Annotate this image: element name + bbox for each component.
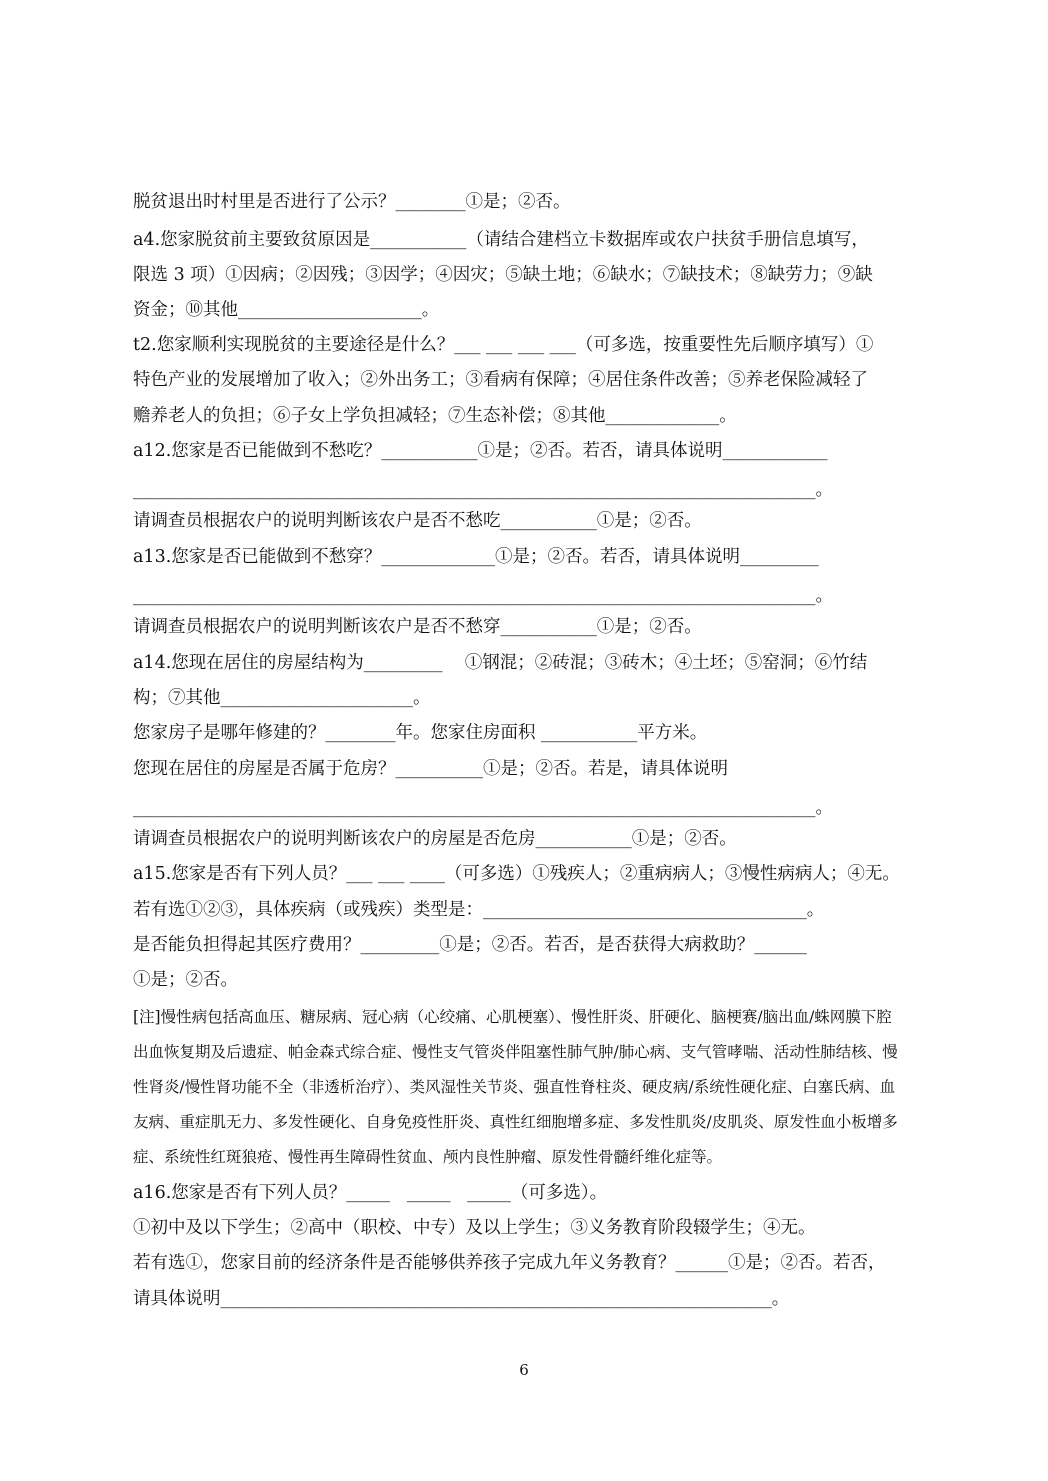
text-line: 您现在居住的房屋是否属于危房？__________①是；②否。若是，请具体说明 [133,759,728,779]
text-line: ______________________________________________________________________________。 [133,798,833,818]
text-line: ①是；②否。 [133,970,238,990]
text-line: 请调查员根据农户的说明判断该农户是否不愁吃___________①是；②否。 [133,511,702,531]
text-line: a12.您家是否已能做到不愁吃？___________①是；②否。若否，请具体说明____________ [133,441,828,461]
text-line: a14.您现在居住的房屋结构为_________ ①钢混；②砖混；③砖木；④土坯；⑤窑洞；⑥竹结 [133,653,868,673]
text-line: ______________________________________________________________________________。 [133,480,833,500]
note-line: 性肾炎/慢性肾功能不全（非透析治疗）、类风湿性关节炎、强直性脊柱炎、硬皮病/系统性硬化症、白塞氏病、血 [133,1078,896,1096]
text-line: 若有选①②③，具体疾病（或残疾）类型是：_____________________________________。 [133,900,825,920]
text-line: t2.您家顺利实现脱贫的主要途径是什么？___ ___ ___ ___（可多选，按重要性先后顺序填写）① [133,335,874,355]
text-line: 若有选①，您家目前的经济条件是否能够供养孩子完成九年义务教育？______①是；②否。若否， [133,1253,886,1273]
text-line: 限选 3 项）①因病；②因残；③因学；④因灾；⑤缺土地；⑥缺水；⑦缺技术；⑧缺劳力；⑨缺 [133,265,873,285]
text-line: 请具体说明_______________________________________________________________。 [133,1289,790,1309]
text-line: ①初中及以下学生；②高中（职校、中专）及以上学生；③义务教育阶段辍学生；④无。 [133,1218,816,1238]
text-line: 请调查员根据农户的说明判断该农户的房屋是否危房___________①是；②否。 [133,829,737,849]
text-line: 是否能负担得起其医疗费用？_________①是；②否。若否，是否获得大病救助？______ [133,935,807,955]
page-number: 6 [519,1361,529,1379]
text-line: 请调查员根据农户的说明判断该农户是否不愁穿___________①是；②否。 [133,617,702,637]
note-line: 症、系统性红斑狼疮、慢性再生障碍性贫血、颅内良性肿瘤、原发性骨髓纤维化症等。 [133,1148,723,1166]
text-line: 脱贫退出时村里是否进行了公示？________①是；②否。 [133,192,571,212]
text-line: 您家房子是哪年修建的？________年。您家住房面积 ___________平方米。 [133,723,708,743]
note-line: 出血恢复期及后遗症、帕金森式综合症、慢性支气管炎伴阻塞性肺气肿/肺心病、支气管哮喘、活动性肺结核、慢 [133,1043,898,1061]
text-line: a16.您家是否有下列人员？_____ _____ _____（可多选）。 [133,1183,608,1203]
text-line: 资金；⑩其他_____________________。 [133,300,440,320]
text-line: 特色产业的发展增加了收入；②外出务工；③看病有保障；④居住条件改善；⑤养老保险减轻了 [133,370,868,390]
text-line: a4.您家脱贫前主要致贫原因是___________（请结合建档立卡数据库或农户扶贫手册信息填写， [133,230,869,250]
text-line: 赡养老人的负担；⑥子女上学负担减轻；⑦生态补偿；⑧其他_____________。 [133,406,737,426]
text-line: 构；⑦其他______________________。 [133,688,431,708]
note-line: [注]慢性病包括高血压、糖尿病、冠心病（心绞痛、心肌梗塞）、慢性肝炎、肝硬化、脑梗赛/脑出血/蛛网膜下腔 [133,1008,892,1026]
text-line: a15.您家是否有下列人员？___ ___ ____（可多选）①残疾人；②重病病人；③慢性病病人；④无。 [133,864,900,884]
text-line: ______________________________________________________________________________。 [133,586,833,606]
note-line: 友病、重症肌无力、多发性硬化、自身免疫性肝炎、真性红细胞增多症、多发性肌炎/皮肌炎、原发性血小板增多 [133,1113,898,1131]
text-line: a13.您家是否已能做到不愁穿？_____________①是；②否。若否，请具体说明_________ [133,547,819,567]
